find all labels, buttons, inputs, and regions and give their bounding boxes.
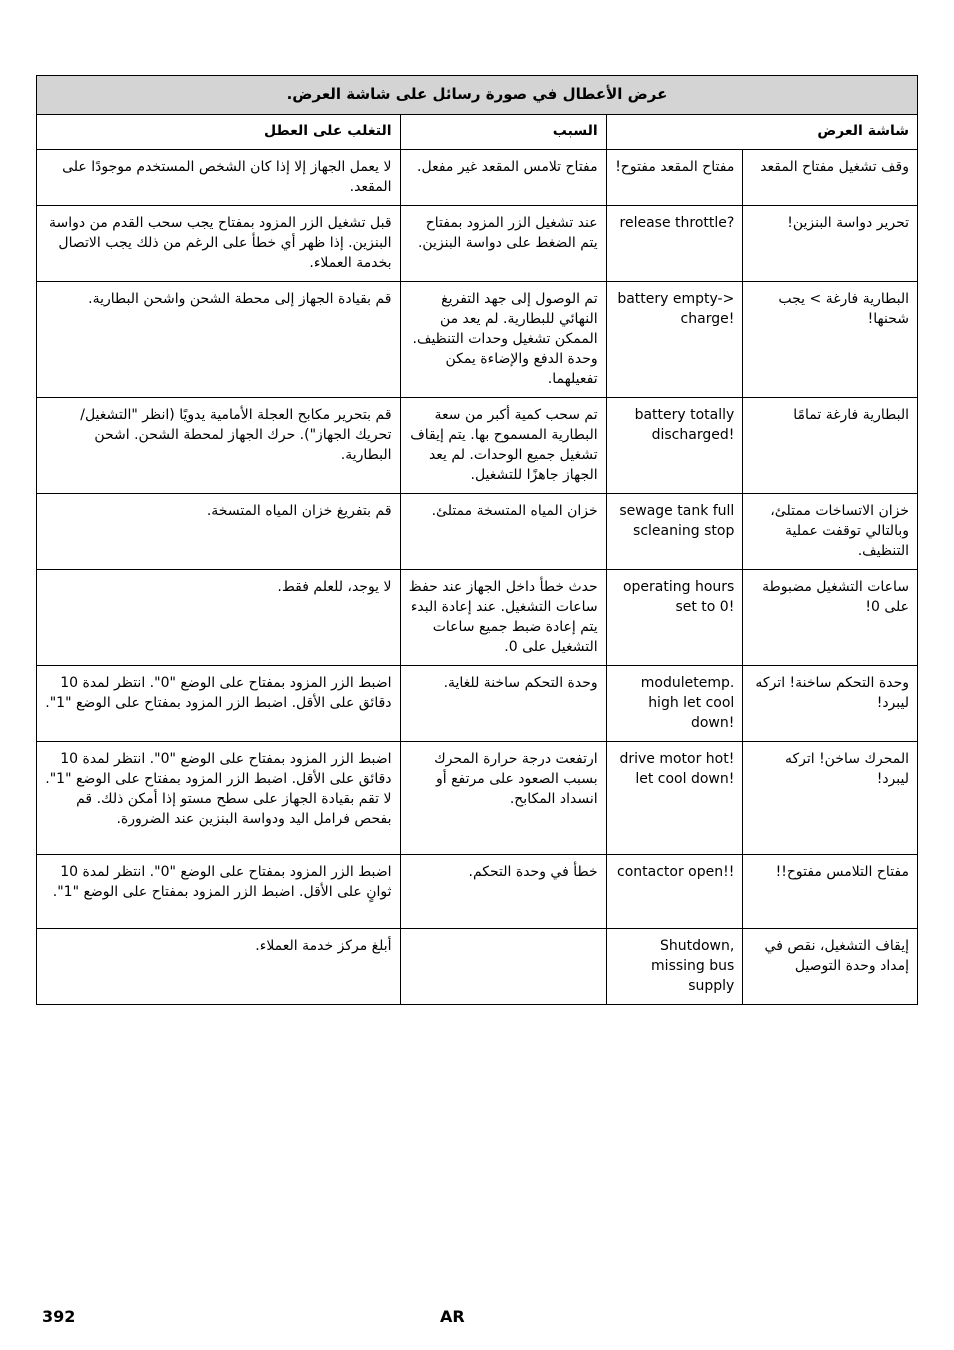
screen-ar-cell: المحرك ساخن! اتركه ليبرد! (743, 742, 918, 855)
page-number: 392 (42, 1307, 76, 1326)
error-messages-table (36, 75, 918, 1005)
screen-ar-cell: مفتاح التلامس مفتوح!! (743, 855, 918, 929)
remedy-cell: أبلغ مركز خدمة العملاء. (37, 929, 401, 1005)
cause-cell: خطأ في وحدة التحكم. (400, 855, 606, 929)
remedy-cell: قم بتحرير مكابح العجلة الأمامية يدويًا (انظر "التشغيل/ تحريك الجهاز"). حرك الجهاز لمحطة الشحن. اشحن البطارية. (37, 398, 401, 494)
screen-en-cell: operating hours set to 0! (606, 570, 743, 666)
table-row (37, 206, 918, 282)
table-row (37, 666, 918, 742)
screen-ar-cell: ساعات التشغيل مضبوطة على 0! (743, 570, 918, 666)
table-row (37, 282, 918, 398)
screen-ar-cell: وحدة التحكم ساخنة! اتركه ليبرد! (743, 666, 918, 742)
screen-ar-cell: وقف تشغيل مفتاح المقعد (743, 150, 918, 206)
screen-en-cell: moduletemp. high let cool down! (606, 666, 743, 742)
table-row (37, 742, 918, 855)
cause-cell: وحدة التحكم ساخنة للغاية. (400, 666, 606, 742)
table-row (37, 150, 918, 206)
remedy-cell: اضبط الزر المزود بمفتاح على الوضع "0". انتظر لمدة 10 دقائق على الأقل. اضبط الزر المزود بمفتاح على الوضع "1". (37, 666, 401, 742)
screen-ar-cell: خزان الاتساخات ممتلئ، وبالتالي توقفت عملية التنظيف. (743, 494, 918, 570)
remedy-cell: قم بقيادة الجهاز إلى محطة الشحن واشحن البطارية. (37, 282, 401, 398)
remedy-cell: قبل تشغيل الزر المزود بمفتاح يجب سحب القدم من دواسة البنزين. إذا ظهر أي خطأ على الرغم من ذلك يجب الاتصال بخدمة العملاء. (37, 206, 401, 282)
table-row (37, 855, 918, 929)
cause-cell: ارتفعت درجة حرارة المحرك بسبب الصعود على مرتفع أو انسداد المكابح. (400, 742, 606, 855)
cause-cell: مفتاح تلامس المقعد غير مفعل. (400, 150, 606, 206)
screen-en-cell: sewage tank full scleaning stop (606, 494, 743, 570)
screen-en-cell: battery empty-> charge! (606, 282, 743, 398)
screen-en-cell: contactor open!! (606, 855, 743, 929)
screen-en-cell: مفتاح المقعد مفتوح! (606, 150, 743, 206)
table-row (37, 929, 918, 1005)
screen-ar-cell: تحرير دواسة البنزين! (743, 206, 918, 282)
table-row (37, 570, 918, 666)
remedy-cell: اضبط الزر المزود بمفتاح على الوضع "0". انتظر لمدة 10 دقائق على الأقل. اضبط الزر المزود بمفتاح على الوضع "1". لا تقم بقيادة الجهاز على سطح مستو إذا أمكن ذلك. قم بفحص فرامل اليد ودواسة البنزين عند الضرورة. (37, 742, 401, 855)
cause-cell (400, 929, 606, 1005)
cause-cell: تم الوصول إلى جهد التفريغ النهائي للبطارية. لم يعد من الممكن تشغيل وحدات التنظيف. وحدة الدفع والإضاءة يمكن تفعيلهما. (400, 282, 606, 398)
table-row (37, 494, 918, 570)
screen-ar-cell: البطارية فارغة > يجب شحنها! (743, 282, 918, 398)
screen-en-cell: battery totally discharged! (606, 398, 743, 494)
remedy-cell: اضبط الزر المزود بمفتاح على الوضع "0". انتظر لمدة 10 ثوانٍ على الأقل. اضبط الزر المزود بمفتاح على الوضع "1". (37, 855, 401, 929)
screen-en-cell: drive motor hot! let cool down! (606, 742, 743, 855)
remedy-cell: قم بتفريغ خزان المياه المتسخة. (37, 494, 401, 570)
remedy-cell: لا يوجد، للعلم فقط. (37, 570, 401, 666)
screen-ar-cell: البطارية فارغة تمامًا (743, 398, 918, 494)
cause-cell: تم سحب كمية أكبر من سعة البطارية المسموح بها. يتم إيقاف تشغيل جميع الوحدات. لم يعد الجهاز جاهزًا للتشغيل. (400, 398, 606, 494)
header-screen: شاشة العرض (606, 115, 917, 150)
table-row (37, 398, 918, 494)
header-cause: السبب (400, 115, 606, 150)
language-code: AR (440, 1307, 465, 1326)
remedy-cell: لا يعمل الجهاز إلا إذا كان الشخص المستخدم موجودًا على المقعد. (37, 150, 401, 206)
cause-cell: عند تشغيل الزر المزود بمفتاح يتم الضغط على دواسة البنزين. (400, 206, 606, 282)
cause-cell: حدث خطأ داخل الجهاز عند حفظ ساعات التشغيل. عند إعادة البدء يتم إعادة ضبط جميع ساعات التشغيل على 0. (400, 570, 606, 666)
header-remedy: التغلب على العطل (37, 115, 401, 150)
table-title: عرض الأعطال في صورة رسائل على شاشة العرض. (37, 76, 918, 115)
cause-cell: خزان المياه المتسخة ممتلئ. (400, 494, 606, 570)
screen-en-cell: Shutdown, missing bus supply (606, 929, 743, 1005)
screen-en-cell: release throttle? (606, 206, 743, 282)
screen-ar-cell: إيقاف التشغيل، نقص في إمداد وحدة التوصيل (743, 929, 918, 1005)
